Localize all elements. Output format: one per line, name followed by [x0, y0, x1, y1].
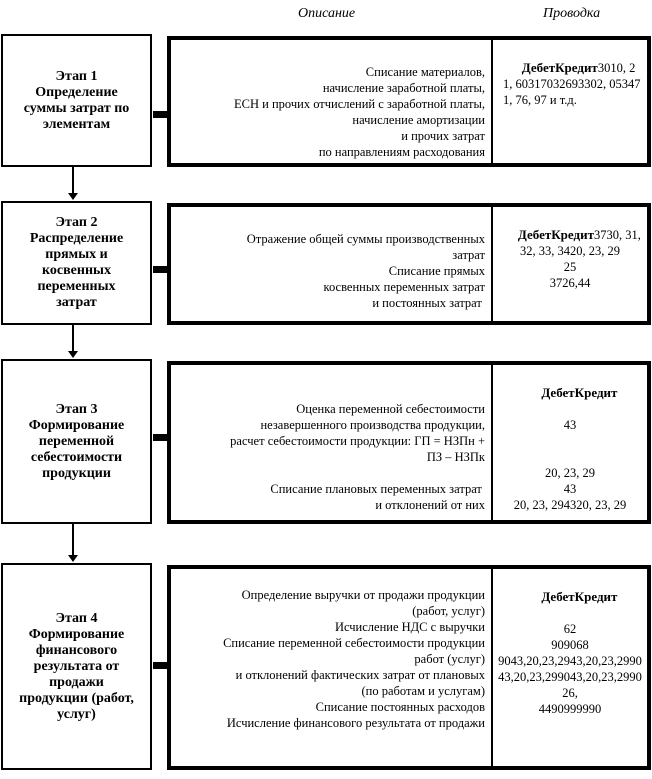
stage-4-description: Определение выручки от продажи продукции (работ, услуг) Исчисление НДС с выручки Списание переменной себестоимости продукции работ (услуг) и отклонений фактических затрат от плановых (по работам и услугам) Списание постоянных расходов Исчисление финансового результата от продажи — [223, 588, 485, 730]
stage-4-posting-cell — [493, 569, 647, 766]
connector-2-arrow — [153, 266, 167, 273]
header-posting: Проводка — [543, 6, 601, 21]
connector-4-arrow — [153, 662, 167, 669]
stage-1-posting-cell — [493, 40, 647, 163]
stage-4-posting-head: ДебетКредит — [541, 589, 618, 604]
flow-line-1 — [72, 167, 74, 193]
stage-1-posting-body: 3010, 21, 60317032693302, 053471, 76, 97 и т.д. — [503, 61, 641, 107]
stage-1-box — [1, 34, 152, 167]
stage-2-description: Отражение общей суммы производственных затрат Списание прямых косвенных переменных затрат и постоянных затрат — [246, 232, 485, 310]
stage-1-label: Этап 1 Определение суммы затрат по элементам — [23, 68, 130, 132]
stage-1-description-cell — [171, 40, 493, 163]
stage-3-posting-body: 43 20, 23, 29 43 20, 23, 294320, 23, 29 — [513, 418, 627, 512]
stage-4-label: Этап 4 Формирование финансового результата от продажи продукции (работ, услуг) — [19, 610, 134, 722]
stage-1-posting-head: ДебетКредит — [521, 60, 598, 75]
header-description: Описание — [298, 6, 356, 21]
stage-2-box — [1, 201, 152, 325]
flow-line-3 — [72, 524, 74, 555]
stage-1-panel — [167, 36, 651, 167]
stage-3-posting-head: ДебетКредит — [541, 385, 618, 400]
stage-2-panel — [167, 203, 651, 325]
stage-2-posting-head: ДебетКредит — [517, 227, 594, 242]
stage-2-posting-cell — [493, 207, 647, 321]
stage-2-description-cell — [171, 207, 493, 321]
flow-line-2 — [72, 325, 74, 351]
flow-arrow-1 — [68, 193, 78, 200]
stage-4-posting-body: 62 909068 9043,20,23,2943,20,23,299043,20,23,299043,20,23,299026, 4490999990 — [498, 622, 642, 716]
flow-arrow-2 — [68, 351, 78, 358]
flow-arrow-3 — [68, 555, 78, 562]
stage-4-description-cell — [171, 569, 493, 766]
connector-1-arrow — [153, 111, 167, 118]
stage-2-label: Этап 2 Распределение прямых и косвенных переменных затрат — [29, 215, 124, 310]
stage-2-posting-body: 3730, 31, 32, 33, 3420, 23, 29 25 3726,44 — [520, 228, 641, 290]
stage-4-panel — [167, 565, 651, 770]
stage-3-posting-cell — [493, 365, 647, 520]
stage-3-panel — [167, 361, 651, 524]
stage-3-box — [1, 359, 152, 524]
stage-4-box — [1, 563, 152, 770]
stage-1-description: Списание материалов, начисление заработной платы, ЕСН и прочих отчислений с заработной платы, начисление амортизации и прочих затрат по направлениям расходования — [234, 65, 485, 159]
stage-3-description: Оценка переменной себестоимости незавершенного производства продукции, расчет себестоимости продукции: ГП = НЗПн + ПЗ – НЗПк Списание плановых переменных затрат и отклонений от них — [230, 402, 485, 512]
connector-3-arrow — [153, 434, 167, 441]
stage-3-label: Этап 3 Формирование переменной себестоимости продукции — [28, 401, 125, 481]
stage-3-description-cell — [171, 365, 493, 520]
